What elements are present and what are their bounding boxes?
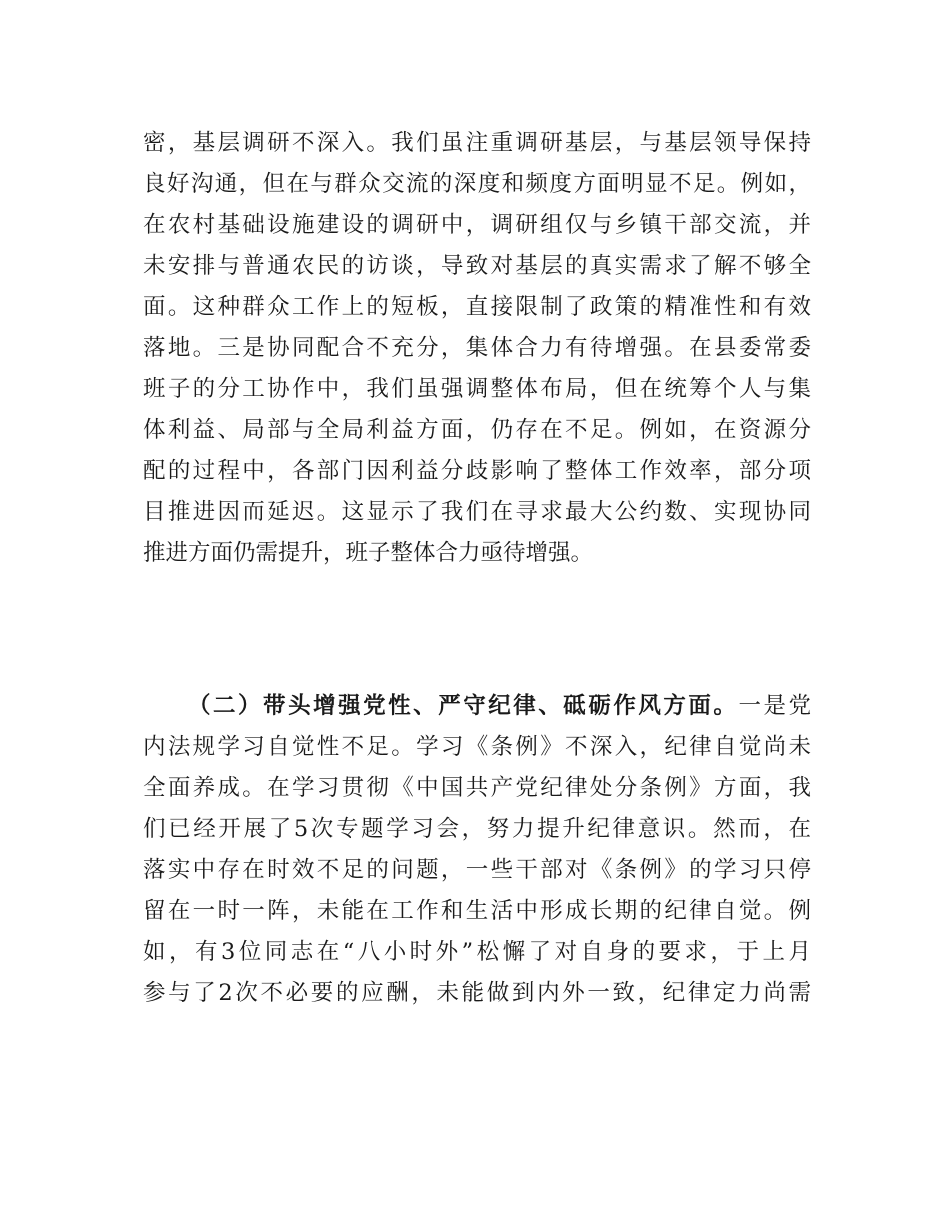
section-heading: （二）带头增强党性、严守纪律、砥砺作风方面。 [188, 693, 739, 719]
text-line: 体利益、局部与全局利益方面，仍存在不足。例如，在资源分 [143, 417, 811, 443]
text-line: 全面养成。在学习贯彻《中国共产党纪律处分条例》方面，我 [143, 775, 811, 801]
text-line: 参与了2次不必要的应酬，未能做到内外一致，纪律定力尚需 [143, 980, 811, 1006]
text-line: 目推进因而延迟。这显示了我们在寻求最大公约数、实现协同 [143, 499, 811, 525]
text-line: 推进方面仍需提升，班子整体合力亟待增强。 [143, 540, 594, 566]
paragraph-2 [143, 686, 811, 1014]
text-line: 密，基层调研不深入。我们虽注重调研基层，与基层领导保持 [143, 130, 811, 156]
text-line: 们已经开展了5次专题学习会，努力提升纪律意识。然而，在 [143, 816, 811, 842]
text-line: 落实中存在时效不足的问题，一些干部对《条例》的学习只停 [143, 857, 811, 883]
text-line: 配的过程中，各部门因利益分歧影响了整体工作效率，部分项 [143, 458, 811, 484]
heading-line-continuation: 一是党 [738, 693, 811, 719]
paragraph-1 [143, 123, 811, 574]
text-line: 在农村基础设施建设的调研中，调研组仅与乡镇干部交流，并 [143, 212, 811, 238]
text-line: 落地。三是协同配合不充分，集体合力有待增强。在县委常委 [143, 335, 811, 361]
section-heading-line [143, 686, 811, 727]
text-line: 如，有3位同志在“八小时外”松懈了对自身的要求，于上月 [143, 939, 811, 965]
text-line: 面。这种群众工作上的短板，直接限制了政策的精准性和有效 [143, 294, 811, 320]
text-line: 留在一时一阵，未能在工作和生活中形成长期的纪律自觉。例 [143, 898, 811, 924]
text-line: 班子的分工协作中，我们虽强调整体布局，但在统筹个人与集 [143, 376, 811, 402]
text-line: 内法规学习自觉性不足。学习《条例》不深入，纪律自觉尚未 [143, 734, 811, 760]
text-line: 良好沟通，但在与群众交流的深度和频度方面明显不足。例如， [143, 171, 811, 197]
text-line: 未安排与普通农民的访谈，导致对基层的真实需求了解不够全 [143, 253, 811, 279]
